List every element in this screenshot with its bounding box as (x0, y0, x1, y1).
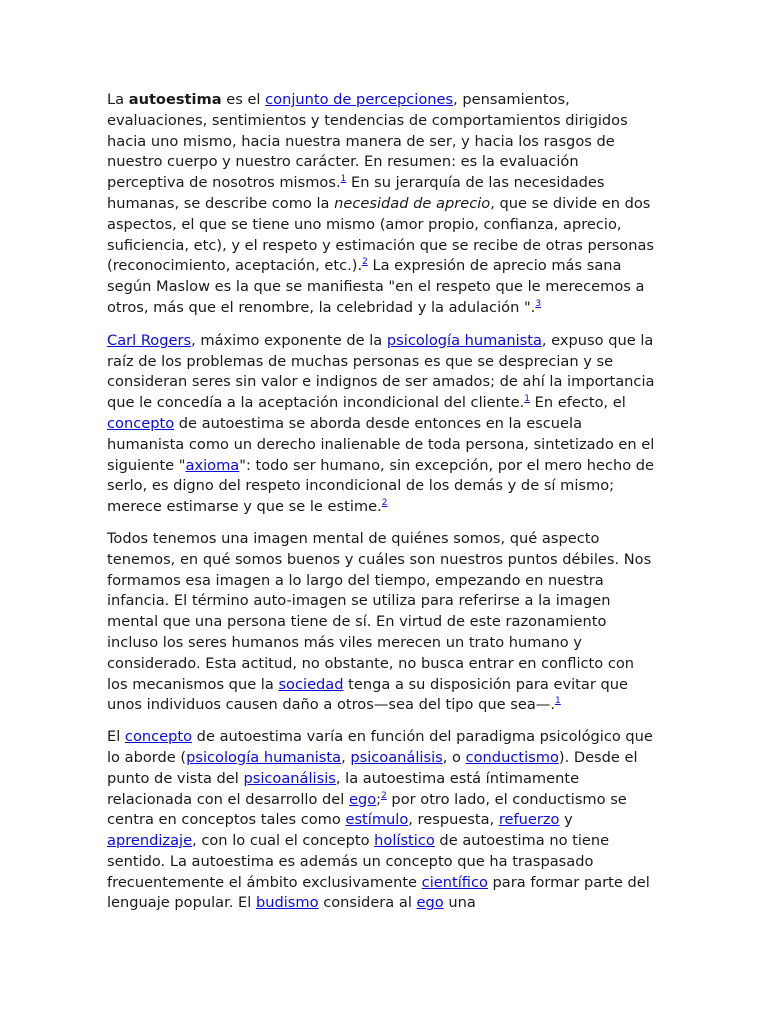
citation-link[interactable]: 1 (524, 394, 530, 405)
wiki-link[interactable]: psicología humanista (186, 748, 342, 766)
text-run: es el (221, 91, 266, 108)
paragraph (107, 727, 655, 914)
wiki-link[interactable]: científico (421, 873, 488, 891)
text-run: , o (442, 748, 466, 766)
text-run: considera al (318, 894, 417, 912)
wiki-link[interactable]: aprendizaje (107, 832, 193, 850)
wiki-link[interactable]: ego (348, 790, 377, 808)
text-run: Todos tenemos una imagen mental de quiénes somos, qué aspecto tenemos, en qué somos buenos y cuáles son nuestros puntos débiles. Nos formamos esa imagen a lo largo del tiempo, empezando en nuestra infancia. El término auto-imagen se utiliza para referirse a la imagen mental que una persona tiene de sí. En virtud de este razonamiento incluso los seres humanos más viles merecen un trato humano y considerado. Esta actitud, no obstante, no busca entrar en conflicto con los mecanismos que la (107, 529, 652, 693)
wiki-link[interactable]: concepto (124, 728, 193, 746)
text-run: , pensamientos, evaluaciones, sentimientos y tendencias de comportamientos dirigidos hacia uno mismo, hacia nuestra manera de ser, y hacia los rasgos de nuestro cuerpo y nuestro carácter. En resumen: es la evaluación perceptiva de nosotros mismos. (107, 91, 628, 192)
text-run: En efecto, el (529, 394, 626, 412)
wiki-link[interactable]: holístico (374, 832, 435, 850)
text-run: , la autoestima está íntimamente relacionada con el desarrollo del (107, 769, 580, 808)
text-run: de autoestima no tiene sentido. La autoestima es además un concepto que ha traspasado frecuentemente el ámbito exclusivamente (107, 832, 610, 891)
text-run: La (107, 91, 129, 108)
text-run: ; (376, 790, 382, 808)
text-run: por otro lado, el conductismo se centra en conceptos tales como (107, 790, 627, 829)
citation-link[interactable]: 1 (555, 696, 561, 707)
text-run: de autoestima varía en función del paradigma psicológico que lo aborde ( (107, 728, 653, 766)
citation-link[interactable]: 2 (381, 790, 387, 801)
text-run: En su jerarquía de las necesidades humanas, se describe como la (107, 174, 605, 212)
italic-term: necesidad de aprecio (334, 194, 491, 212)
text-run: para formar parte del lenguaje popular. El (107, 873, 650, 912)
text-run: , (341, 748, 351, 766)
text-run: de autoestima se aborda desde entonces en la escuela humanista como un derecho inalienable de toda persona, sintetizado en el siguiente " (107, 414, 655, 474)
wiki-link[interactable]: conductismo (465, 748, 559, 766)
paragraph (107, 529, 655, 716)
wiki-link[interactable]: refuerzo (498, 811, 560, 829)
text-run: ": todo ser humano, sin excepción, por el mero hecho de serlo, es digno del respeto incondicional de los demás y de sí mismo; merece estimarse y que se le estime. (107, 456, 655, 516)
citation-sup (382, 498, 388, 508)
text-run: ). Desde el punto de vista del (107, 748, 638, 787)
wiki-link[interactable]: ego (416, 894, 444, 912)
text-run: La expresión de aprecio más sana según Maslow es la que se manifiesta "en el respeto que le merecemos a otros, más que el renombre, la celebridad y la adulación ". (107, 257, 645, 316)
wiki-link[interactable]: psicoanálisis (350, 748, 443, 766)
document-body (107, 90, 655, 926)
text-run: , expuso que la raíz de los problemas de muchas personas es que se desprecian y se consideran seres sin valor e indignos de ser amados; de ahí la importancia que le concedía a la aceptación incondicional del cliente. (107, 331, 655, 412)
citation-link[interactable]: 2 (381, 498, 388, 509)
wiki-link[interactable]: conjunto de percepciones (265, 91, 454, 108)
text-run: , máximo exponente de la (191, 331, 387, 349)
text-run: , respuesta, (408, 811, 499, 829)
citation-sup (535, 299, 541, 309)
wiki-link[interactable]: budismo (255, 894, 319, 912)
wiki-link[interactable]: sociedad (278, 675, 344, 693)
text-run: , que se divide en dos aspectos, el que se tiene uno mismo (amor propio, confianza, aprecio, suficiencia, etc), y el respeto y estimación que se recibe de otras personas (reconocimiento, aceptación, etc.). (107, 194, 655, 275)
paragraph (107, 331, 655, 518)
citation-link[interactable]: 1 (340, 174, 347, 185)
text-run: , con lo cual el concepto (192, 832, 375, 850)
paragraph (107, 90, 655, 319)
citation-link[interactable]: 2 (362, 257, 368, 268)
text-run: una (443, 894, 476, 912)
text-run: El (107, 728, 125, 746)
text-run: y (559, 811, 573, 829)
wiki-link[interactable]: axioma (185, 456, 240, 474)
bold-term: autoestima (128, 91, 222, 108)
text-run: tenga a su disposición para evitar que unos individuos causen daño a otros—sea del tipo que sea—. (107, 675, 628, 714)
citation-link[interactable]: 3 (535, 298, 542, 309)
wiki-link[interactable]: psicología humanista (386, 331, 542, 349)
wiki-link[interactable]: concepto (107, 414, 175, 432)
wiki-link[interactable]: psicoanálisis (243, 769, 336, 787)
wiki-link[interactable]: estímulo (345, 811, 409, 829)
citation-sup (555, 696, 561, 706)
wiki-link[interactable]: Carl Rogers (107, 331, 192, 349)
